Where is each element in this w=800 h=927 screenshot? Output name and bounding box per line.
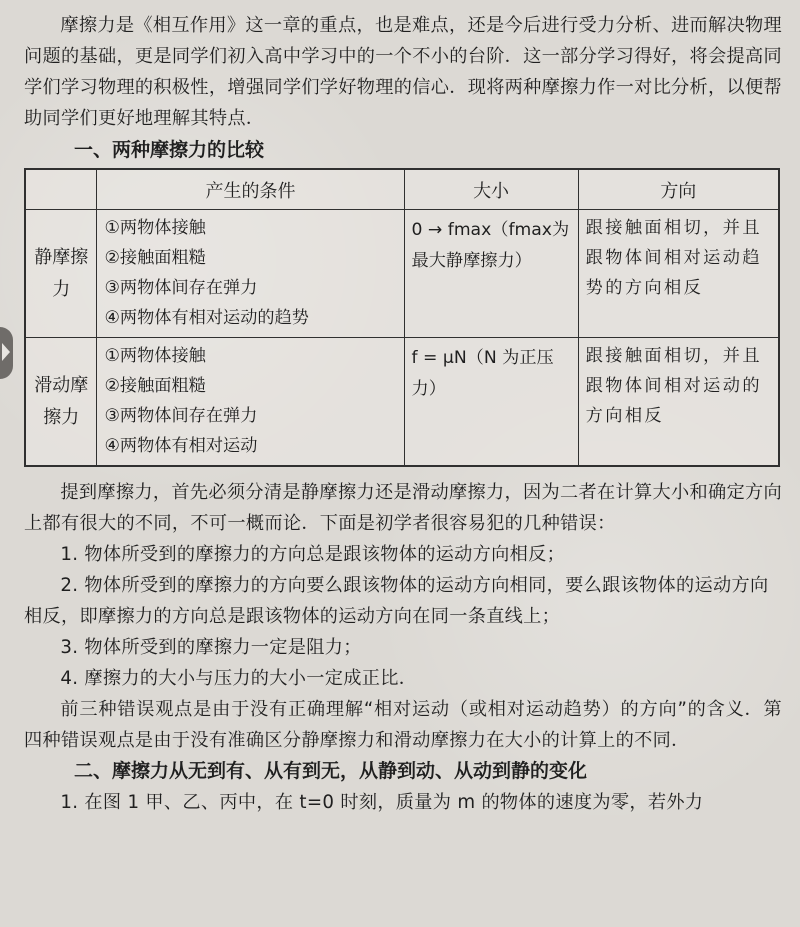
static-friction-label: 静摩擦力 <box>25 210 97 338</box>
sliding-friction-conditions <box>97 338 404 467</box>
introduction-paragraph: 摩擦力是《相互作用》这一章的重点，也是难点，还是今后进行受力分析、进而解决物理问题的基础，更是同学们初入高中学习中的一个不小的台阶．这一部分学习得好，将会提高同学们学习物理的积极性，增强同学们学好物理的信心．现将两种摩擦力作一对比分析，以便帮助同学们更好地理解其特点． <box>24 15 782 129</box>
static-friction-magnitude: 0 → fmax（fmax为最大静摩擦力） <box>404 210 578 338</box>
static-friction-conditions <box>97 210 404 338</box>
mistake-item: 4. 摩擦力的大小与压力的大小一定成正比． <box>60 668 418 689</box>
condition-item: ①两物体接触 <box>104 218 206 238</box>
section-one-heading: 一、两种摩擦力的比较 <box>74 139 265 161</box>
condition-item: ③两物体间存在弹力 <box>104 406 258 426</box>
final-paragraph-line: 1. 在图 1 甲、乙、丙中，在 t=0 时刻，质量为 m 的物体的速度为零，若外力 <box>60 792 704 813</box>
friction-comparison-table <box>24 168 780 467</box>
static-friction-row <box>25 210 779 338</box>
analysis-paragraph: 前三种错误观点是由于没有正确理解“相对运动（或相对运动趋势）的方向”的含义．第四种错误观点是由于没有准确区分静摩擦力和滑动摩擦力在大小的计算上的不同． <box>24 699 782 751</box>
after-table-paragraph: 提到摩擦力，首先必须分清是静摩擦力还是滑动摩擦力，因为二者在计算大小和确定方向上都有很大的不同，不可一概而论．下面是初学者很容易犯的几种错误： <box>24 482 782 534</box>
condition-item: ②接触面粗糙 <box>104 248 206 268</box>
common-mistakes-list <box>24 539 782 694</box>
sliding-friction-row <box>25 338 779 467</box>
empty-header-cell <box>25 169 97 210</box>
table-header-row <box>25 169 779 210</box>
mistake-item: 1. 物体所受到的摩擦力的方向总是跟该物体的运动方向相反； <box>60 544 566 565</box>
condition-item: ④两物体有相对运动的趋势 <box>104 308 309 328</box>
sliding-friction-magnitude: f = μN（N 为正压力） <box>404 338 578 467</box>
section-two-heading: 二、摩擦力从无到有、从有到无，从静到动、从动到静的变化 <box>74 760 588 782</box>
sliding-friction-direction: 跟接触面相切，并且跟物体间相对运动的方向相反 <box>578 338 779 467</box>
condition-item: ②接触面粗糙 <box>104 376 206 396</box>
page-turn-arrow-icon[interactable] <box>0 327 13 379</box>
condition-item: ③两物体间存在弹力 <box>104 278 258 298</box>
condition-item: ①两物体接触 <box>104 346 206 366</box>
condition-item: ④两物体有相对运动 <box>104 436 258 456</box>
mistake-item: 3. 物体所受到的摩擦力一定是阻力； <box>60 637 362 658</box>
sliding-friction-label: 滑动摩擦力 <box>25 338 97 467</box>
conditions-header: 产生的条件 <box>97 169 404 210</box>
static-friction-direction: 跟接触面相切，并且跟物体间相对运动趋势的方向相反 <box>578 210 779 338</box>
magnitude-header: 大小 <box>404 169 578 210</box>
direction-header: 方向 <box>578 169 779 210</box>
mistake-item: 2. 物体所受到的摩擦力的方向要么跟该物体的运动方向相同，要么跟该物体的运动方向相反，即摩擦力的方向总是跟该物体的运动方向在同一条直线上； <box>24 575 769 627</box>
